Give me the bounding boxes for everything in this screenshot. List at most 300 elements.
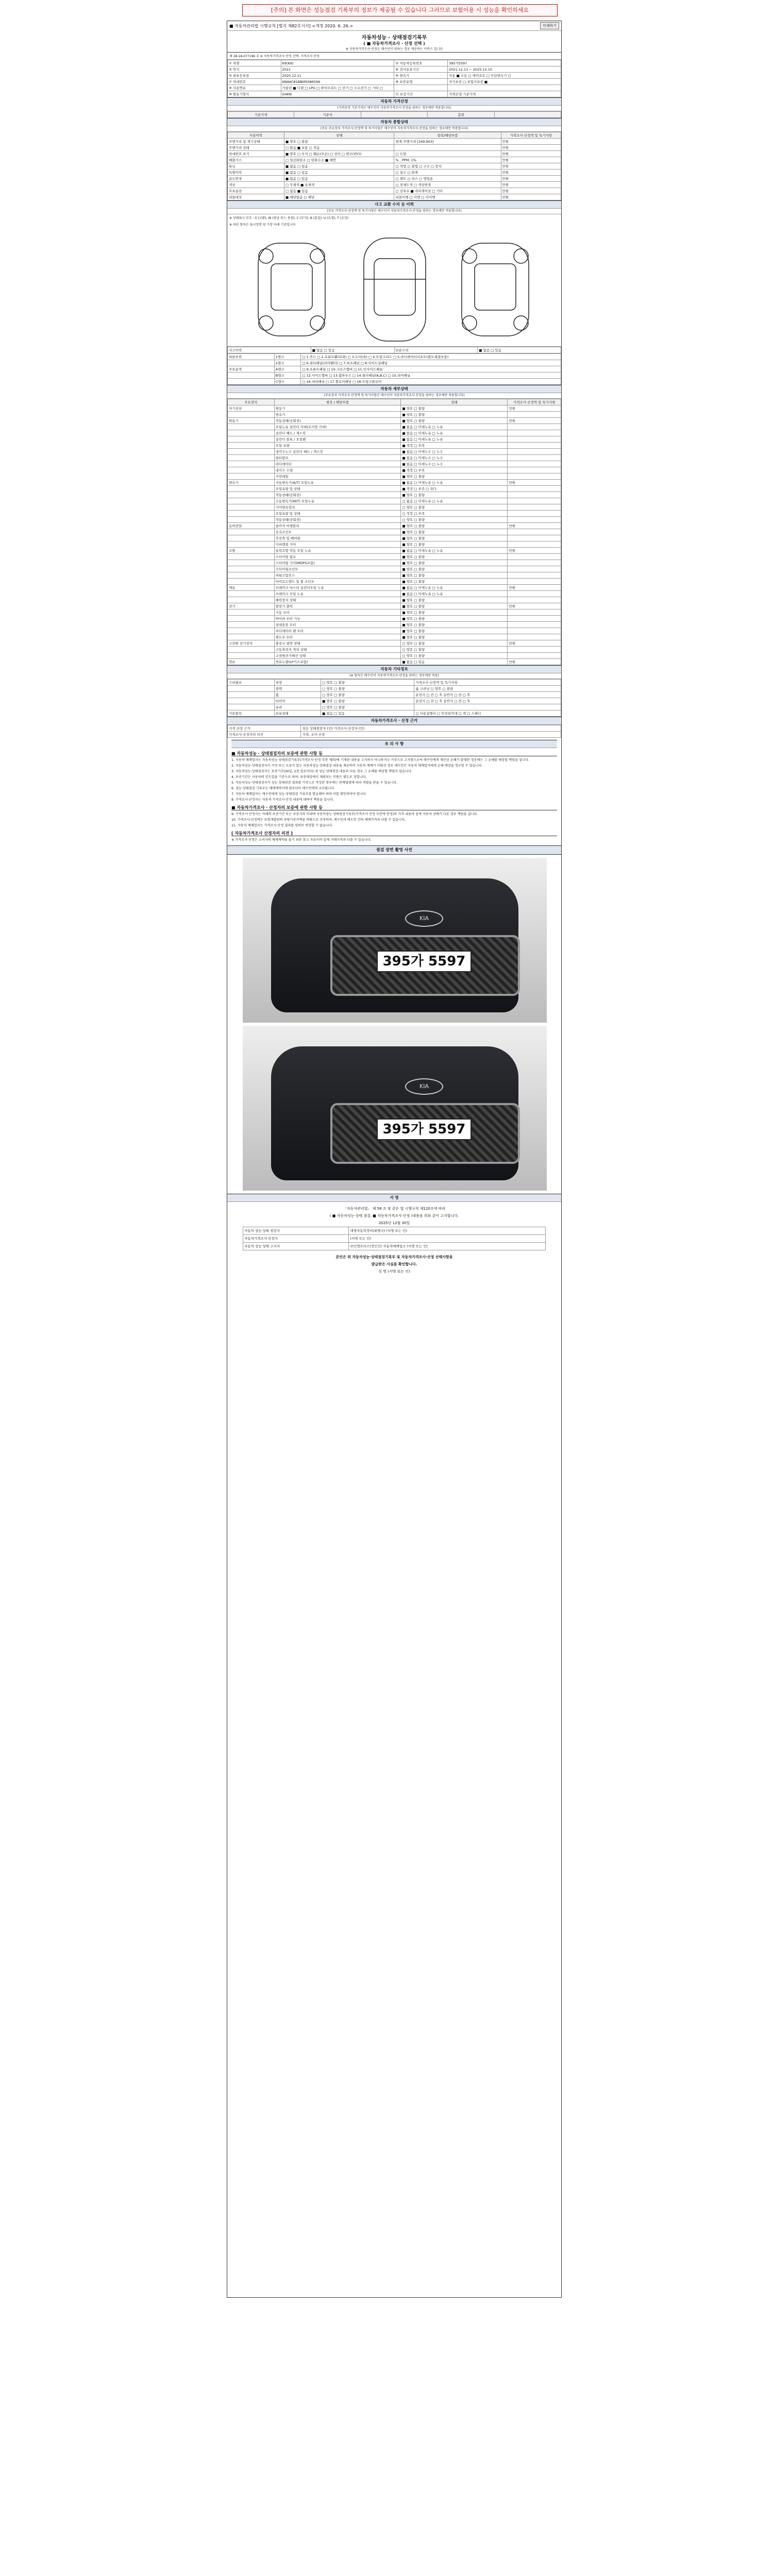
detail-row: [228, 572, 561, 579]
detail-cell: 연료누출(LP가스포함): [274, 659, 401, 665]
inspection-document: [227, 21, 562, 2298]
extra-cell: [228, 692, 275, 698]
doc-number-line: 제 28-18-077196 호 ※ 자동차가격조사·산정 선택: 가격조사·산정: [227, 53, 561, 60]
overview-cell: 특별이력: [228, 170, 284, 176]
detail-cell: [228, 461, 275, 467]
notes-paragraph: 11. 자동차 매매업자는 가격조사·산정 결과를 임의로 변경할 수 없습니다.: [231, 824, 333, 827]
detail-cell: 만원: [508, 548, 561, 554]
basic-info-cell: ⑥ 변속기: [394, 73, 448, 79]
overview-header: 상태: [284, 132, 394, 139]
basic-info-row: [228, 66, 561, 73]
notes-opinion: ※ 가격조사·산정은 소비자의 매매계약을 돕기 위한 참고 자료이며 실제 거래가격과 다를 수 있습니다.: [231, 838, 372, 842]
license-plate-2: 395가 5597: [377, 1118, 472, 1140]
detail-cell: [508, 504, 561, 511]
detail-row: [228, 634, 561, 640]
extra-cell: 외장: [274, 680, 321, 686]
detail-cell: ■ 없음 □ 미세누수 □ 누수: [401, 455, 508, 461]
detail-cell: 디퍼렌셜 기어: [274, 541, 401, 548]
detail-cell: ■ 양호 □ 불량: [401, 554, 508, 560]
detail-cell: [228, 443, 275, 449]
overview-cell: [394, 145, 501, 151]
detail-row: [228, 492, 561, 498]
detail-cell: ■ 없음 □ 미세누유 □ 누유: [401, 480, 508, 486]
detail-cell: 구동축전지 격리 상태: [274, 647, 401, 653]
extra-cell: 보유상태: [274, 710, 321, 717]
extra-cell: 운전석 □ 전 □ 후 동반석 □ 전 □ 후: [414, 698, 561, 704]
basic-info-row: [228, 60, 561, 66]
detail-cell: [228, 455, 275, 461]
sign-law-2: ( ■ 자동차성능·상태 점검, ■ 자동차가격조사·산정 )내용을 위와 같이 고지합니다.: [329, 1214, 459, 1218]
detail-cell: [228, 511, 275, 517]
basic-info-cell: ① 차명: [228, 60, 281, 66]
detail-cell: 추진축 및 베어링: [274, 535, 401, 541]
overview-row: [228, 182, 561, 188]
extra-note: (※ 항목은 매수인이 자동차가격조사·산정을 원하는 경우에만 적용): [227, 673, 561, 679]
basic-info-cell: ③ 연식: [228, 66, 281, 73]
detail-cell: ■ 양호 □ 불량: [401, 412, 508, 418]
basis-row: [228, 725, 561, 732]
inspection-photo-1: [243, 858, 547, 1023]
detail-row: [228, 548, 561, 554]
detail-cell: ■ 없음 □ 있음: [401, 659, 508, 665]
detail-cell: ■ 없음 □ 미세누유 □ 누유: [401, 436, 508, 443]
detail-cell: ■ 없음 □ 미세누유 □ 누유: [401, 430, 508, 436]
print-button[interactable]: 인쇄하기: [540, 22, 559, 29]
notes-paragraph: 1. 자동차 매매업자는 자동차성능·상태점검기록부(가격조사·산정 부분 제외)에 기재된 내용을 고지하지 아니하거나 거짓으로 고지함으로써 매수인에게 재산상 손해가 발생한 경우에는 그 손해를 배상할 책임을 집니다.: [231, 758, 529, 762]
detail-cell: 스티어링 펌프: [274, 554, 401, 560]
extra-cell: 룸 크리닝 □ 양호 □ 불량: [414, 686, 561, 692]
car-front-image-2: [271, 1046, 518, 1180]
price-section-note: (가격산정 기준가격은 매수인이 자동차가격조사·산정을 원하는 경우에만 적용합니다): [227, 106, 561, 111]
extra-cell: 가격조사·산정액 및 특기사항: [414, 680, 561, 686]
detail-row: [228, 591, 561, 597]
detail-row: [228, 455, 561, 461]
detail-cell: ■ 양호 □ 불량: [401, 523, 508, 529]
detail-row: [228, 653, 561, 659]
detail-cell: 변속기: [228, 480, 275, 486]
detail-cell: [508, 554, 561, 560]
overview-cell: □ 렌트 □ 리스 □ 영업용: [394, 176, 501, 182]
notes-paragraph: 5. 자동차성능·상태점검자가 성능·상태점검 결과를 거짓으로 작성한 경우에는 관계법령에 따라 처벌을 받을 수 있습니다.: [231, 781, 398, 785]
price-header: [361, 112, 427, 118]
detail-cell: 연료: [228, 659, 275, 665]
notes-section: [227, 738, 561, 845]
detail-row: [228, 535, 561, 541]
overview-cell: 만원: [501, 176, 561, 182]
extra-cell: 휠: [274, 692, 321, 698]
notes-heading-3: [ 자동차가격조사 산정자의 의견 ]: [231, 831, 557, 836]
detail-cell: ■ 양호 □ 불량: [401, 535, 508, 541]
detail-cell: 충전구 절연 상태: [274, 640, 401, 647]
detail-row: [228, 523, 561, 529]
accident-row: [228, 347, 561, 353]
basic-info-row: [228, 73, 561, 79]
basis-cell: 가격: 조사·산정: [301, 732, 561, 738]
detail-cell: 실내송풍 모터: [274, 622, 401, 628]
overview-header: 가격조사·산정액 및 특기사항: [501, 132, 561, 139]
detail-row: [228, 603, 561, 609]
notes-paragraph: 10. 가격조사·산정액은 보험개발원의 차량기준가액을 바탕으로 산정하며, 매수인과 매도인 간의 매매가격과 다를 수 있습니다.: [231, 818, 406, 822]
extra-row: [228, 704, 561, 710]
overview-cell: 배출가스: [228, 157, 284, 163]
detail-cell: 만원: [508, 585, 561, 591]
detail-cell: 타이로드엔드 및 볼 조인트: [274, 579, 401, 585]
detail-cell: [508, 424, 561, 430]
detail-cell: 오일 유량: [274, 443, 401, 449]
overview-cell: 리콜대상: [228, 194, 284, 200]
extra-row: [228, 698, 561, 704]
sign-date: 2025년 12월 30일: [378, 1221, 410, 1225]
detail-cell: 와이퍼 모터 기능: [274, 616, 401, 622]
parts-cell: □ 16.대쉬패널 □ 17.플로어패널 □ 18.트렁크플로어: [301, 379, 561, 385]
extra-cell: □ 양호 □ 불량: [321, 704, 414, 710]
accident-cell: 사고이력: [228, 347, 311, 353]
basic-info-cell: KNAKC81BBM5086566: [281, 79, 394, 85]
extra-cell: 유리: [274, 704, 321, 710]
basic-info-cell: ⑤ 최초등록일: [228, 73, 281, 79]
detail-cell: ■ 양호 □ 불량: [401, 609, 508, 616]
extra-cell: 운전석 □ 전 □ 후 동반석 □ 전 □ 후: [414, 692, 561, 698]
detail-row: [228, 436, 561, 443]
detail-cell: [508, 517, 561, 523]
detail-cell: 오일누유 실린더 커버(로커암 커버): [274, 424, 401, 430]
parts-cell: 외판부위: [228, 354, 275, 360]
detail-cell: 만원: [508, 418, 561, 424]
overview-note: (주요 주요장치 가격조사·산정액 및 특기사항은 매수인이 자동차가격조사·산정을 원하는 경우에만 적용합니다): [227, 126, 561, 132]
detail-row: [228, 529, 561, 535]
detail-table: [227, 399, 561, 665]
overview-row: [228, 188, 561, 194]
extra-cell: ■ 없음 □ 있음: [321, 710, 414, 717]
basic-info-cell: 가솔린 ■ 디젤 □ LPG □ 하이브리드 □ 전기 □ 수소전기 □ 기타 □: [281, 85, 394, 91]
basic-info-cell: ④ 검사유효기간: [394, 66, 448, 73]
detail-cell: [228, 653, 275, 659]
car-top-diagram: [364, 238, 426, 341]
car-diagram-svg: [227, 228, 561, 346]
checker-value: 대영자동차정비(최병국) (서명 또는 인): [349, 1227, 546, 1235]
top-notice-banner: [주의] 본 화면은 성능점검 기록부의 정보가 제공될 수 있습니다 그러므로 보험이용 시 성능을 확인하세요: [242, 4, 558, 16]
detail-cell: [228, 486, 275, 492]
overview-cell: 만원: [501, 139, 561, 145]
detail-cell: 브레이크 마스터 실린더오일 누유: [274, 585, 401, 591]
sign-footer-3: 성 명 (서명 또는 인): [378, 1269, 410, 1274]
detail-cell: ■ 양호 □ 불량: [401, 418, 508, 424]
notes-title: 유 의 사 항: [231, 740, 557, 748]
detail-row: [228, 628, 561, 634]
extra-cell: □ 양호 □ 불량: [321, 692, 414, 698]
detail-cell: [228, 436, 275, 443]
detail-row: [228, 541, 561, 548]
detail-cell: [508, 541, 561, 548]
detail-cell: [228, 541, 275, 548]
overview-cell: 차대번호 표기: [228, 151, 284, 157]
license-plate: 395가 5597: [377, 951, 472, 972]
detail-row: [228, 443, 561, 449]
detail-note: (주요장치 가격조사·산정액 및 특기사항은 매수인이 자동차가격조사·산정을 원하는 경우에만 적용합니다): [227, 393, 561, 399]
detail-row: [228, 517, 561, 523]
detail-row: [228, 467, 561, 473]
detail-cell: 원동기: [228, 418, 275, 424]
detail-title: 자동차 세부상태: [227, 385, 561, 393]
price-header: 기준가격: [228, 112, 294, 118]
detail-cell: ■ 양호 □ 불량: [401, 492, 508, 498]
doc-title: 자동차성능 · 상태점검기록부: [361, 35, 427, 41]
detail-row: [228, 486, 561, 492]
accident-cell: ■ 없음 □ 있음: [478, 347, 561, 353]
notes-paragraph: 7. 자동차 매매업자는 매수인에게 성능·상태점검 기록부를 발급해야 하며 이를 확인하여야 합니다.: [231, 792, 367, 796]
extra-title: 자동차 기타정보: [227, 665, 561, 673]
sign-table: [243, 1227, 546, 1250]
detail-cell: [228, 517, 275, 523]
extra-row: [228, 686, 561, 692]
overview-cell: 리콜이행 □ 이행 □ 미이행: [394, 194, 501, 200]
price-basis-table: [227, 725, 561, 738]
detail-cell: ■ 양호 □ 불량: [401, 634, 508, 640]
detail-cell: [228, 628, 275, 634]
accident-cell: ■ 없음 □ 있음: [311, 347, 394, 353]
pricer-value: (서명 또는 인): [349, 1235, 546, 1243]
detail-cell: □ 양호 □ 불량: [401, 647, 508, 653]
detail-cell: 스티어링 기어(MDPS포함): [274, 560, 401, 566]
detail-cell: 작동상태(공회전): [274, 418, 401, 424]
detail-cell: [508, 430, 561, 436]
detail-cell: [508, 498, 561, 504]
parts-row: [228, 372, 561, 379]
detail-cell: 고전원전기배선 상태: [274, 653, 401, 659]
parts-row: [228, 379, 561, 385]
detail-cell: ■ 없음 □ 미세누유 □ 누유: [401, 591, 508, 597]
detail-cell: [508, 449, 561, 455]
overview-cell: 만원: [501, 188, 561, 194]
detail-cell: [228, 449, 275, 455]
detail-cell: 작동상태(공회전): [274, 517, 401, 523]
overview-row: [228, 194, 561, 200]
accident-legend-2: ※ 하단 항목은 표시장면 원 가장 아래 기준입니다: [229, 223, 296, 227]
detail-row: [228, 579, 561, 585]
detail-header: 가격조사·산정액 및 특기사항: [508, 399, 561, 405]
detail-cell: 만원: [508, 405, 561, 412]
detail-cell: [508, 616, 561, 622]
extra-cell: 수리필요: [228, 680, 275, 686]
detail-cell: 만원: [508, 640, 561, 647]
detail-cell: [508, 436, 561, 443]
detail-cell: 윈도우 모터: [274, 634, 401, 640]
doc-topline: [227, 21, 561, 31]
detail-row: [228, 616, 561, 622]
basic-info-cell: 자가보증 □ 보험사보증 ■: [448, 79, 561, 85]
overview-cell: 만원: [501, 194, 561, 200]
basis-row: [228, 732, 561, 738]
parts-cell: 2랭크: [274, 360, 301, 366]
price-table: [227, 111, 561, 118]
detail-cell: 커먼레일: [274, 473, 401, 480]
detail-cell: [228, 597, 275, 603]
detail-cell: 파워고압호스: [274, 572, 401, 579]
detail-cell: [508, 511, 561, 517]
extra-table: [227, 679, 561, 717]
basis-cell: 가격조사·산정자의 의견: [228, 732, 301, 738]
overview-cell: 만원: [501, 145, 561, 151]
detail-cell: ■ 없음 □ 미세누유 □ 누유: [401, 548, 508, 554]
detail-cell: [508, 572, 561, 579]
overview-table: [227, 132, 561, 200]
extra-cell: □ 양호 □ 불량: [321, 686, 414, 692]
overview-cell: 만원: [501, 157, 561, 163]
detail-row: [228, 566, 561, 572]
price-header: [494, 112, 561, 118]
overview-cell: 주행거리 상태: [228, 145, 284, 151]
parts-cell: B랭크: [274, 372, 301, 379]
overview-header: 사용이력: [228, 132, 284, 139]
detail-cell: 냉각수 수량: [274, 467, 401, 473]
sign-title: 서 명: [227, 1194, 561, 1202]
detail-cell: [508, 622, 561, 628]
detail-cell: 냉각수누수 실린더 헤드 / 개스킷: [274, 449, 401, 455]
detail-row: [228, 585, 561, 591]
detail-cell: □ 양호 □ 불량: [401, 517, 508, 523]
detail-row: [228, 511, 561, 517]
detail-cell: 실린더 헤드 / 개스킷: [274, 430, 401, 436]
detail-cell: [228, 498, 275, 504]
notes-paragraph: 6. 성능·상태점검 기록부는 매매계약서에 첨부되어 매수인에게 교부됩니다.: [231, 787, 335, 790]
detail-row: [228, 597, 561, 603]
detail-cell: ■ 적정 □ 부족: [401, 443, 508, 449]
detail-cell: [508, 591, 561, 597]
detail-cell: [228, 579, 275, 585]
inspection-photo-2: [243, 1026, 547, 1191]
basic-info-cell: 2021: [281, 66, 394, 73]
detail-header: 상태: [401, 399, 508, 405]
detail-cell: 오일유량 및 상태: [274, 486, 401, 492]
detail-row: [228, 647, 561, 653]
overview-cell: 튜닝: [228, 163, 284, 170]
overview-cell: 만원: [501, 151, 561, 157]
basic-info-cell: ⑦ 차대번호: [228, 79, 281, 85]
parts-cell: □ 1.후드 □ 2.프론트휀더(좌) □ 3.도어(좌) □ 4.트렁크리드 □ 5.라디에이터서포트(볼트체결부품): [301, 354, 561, 360]
overview-cell: ■ 양호 □ 부식 □ 훼손(오손) □ 상이 □ 변조(변타): [284, 151, 394, 157]
detail-row: [228, 405, 561, 412]
overview-cell: □ 일산화탄소 □ 탄화수소 ■ 매연: [284, 157, 394, 163]
overview-cell: ■ 없음 □ 있음: [284, 176, 394, 182]
accident-legend: ※ 상태표시 부호 : X (교환), W (판금 또는 용접), C (부식), A (흠집), U (요철), T (손상): [229, 216, 349, 220]
basic-info-cell: ⑧ 보증유형: [394, 79, 448, 85]
detail-cell: [228, 566, 275, 572]
notes-heading-2: ■ 자동차가격조사 · 산정자의 보증에 관한 사항 등: [231, 805, 557, 810]
detail-cell: □ 양호 □ 불량: [401, 653, 508, 659]
detail-row: [228, 560, 561, 566]
extra-row: [228, 680, 561, 686]
detail-cell: [228, 529, 275, 535]
detail-cell: 라디에이터 팬 모터: [274, 628, 401, 634]
overview-row: [228, 157, 561, 163]
extra-cell: 타이어: [274, 698, 321, 704]
detail-cell: [508, 634, 561, 640]
basic-info-row: [228, 79, 561, 85]
detail-cell: 원동기: [274, 405, 401, 412]
detail-cell: [508, 609, 561, 616]
detail-cell: ■ 적정 □ 부족: [401, 467, 508, 473]
detail-cell: 자기진단: [228, 405, 275, 412]
overview-cell: □ 침수 □ 화재: [394, 170, 501, 176]
detail-cell: [508, 467, 561, 473]
detail-cell: [228, 647, 275, 653]
basis-cell: 성능 상태점검자 (인) 가격조사·산정자 (인): [301, 725, 561, 732]
overview-cell: □ 전체도색 □ 색상변경: [394, 182, 501, 188]
overview-cell: □ 많음 ■ 보통 □ 적음: [284, 145, 394, 151]
detail-cell: 만원: [508, 659, 561, 665]
detail-cell: 라디에이터: [274, 461, 401, 467]
price-basis-title: 자동차가격조사 · 산정 근거: [227, 717, 561, 725]
detail-cell: 만원: [508, 480, 561, 486]
parts-cell: □ 9.프론트패널 □ 10.크로스멤버 □ 11.인사이드패널: [301, 366, 561, 372]
detail-cell: 스티어링조인트: [274, 566, 401, 572]
detail-row: [228, 412, 561, 418]
accident-table: [227, 347, 561, 353]
detail-cell: [508, 535, 561, 541]
notes-heading-1: ■ 자동차성능 · 상태점검자의 보증에 관한 사항 등: [231, 751, 557, 756]
overview-cell: 주요옵션: [228, 188, 284, 194]
parts-cell: □ 6.쿼터패널(리어휀더) □ 7.루프패널 □ 8.사이드실패널: [301, 360, 561, 366]
detail-cell: 고전원 전기장치: [228, 640, 275, 647]
detail-row: [228, 640, 561, 647]
detail-cell: ■ 없음 □ 미세누수 □ 누수: [401, 449, 508, 455]
detail-cell: ■ 양호 □ 불량: [401, 622, 508, 628]
detail-cell: [228, 467, 275, 473]
detail-cell: ■ 적정 □ 부족 □ 과다: [401, 486, 508, 492]
detail-cell: 배력장치 상태: [274, 597, 401, 603]
parts-cell: 1랭크: [274, 354, 301, 360]
notifier-label: 자동차 성능·상태 고지자: [243, 1243, 349, 1250]
notes-paragraph: 3. 자동차성능·상태점검자는 보증기간(30일, 2천 킬로미터) 내 성능·상태점검 내용과 다른 경우 그 손해를 배상할 책임이 있습니다.: [231, 770, 412, 773]
detail-cell: □ 양호 □ 불량: [401, 504, 508, 511]
parts-cell: □ 12.사이드멤버 □ 13.휠하우스 □ 14.필러패널(A,B,C) □ 15.리어패널: [301, 372, 561, 379]
basic-info-cell: 가격산정 기준가격: [448, 91, 561, 97]
detail-cell: □ 양호 □ 불량: [401, 640, 508, 647]
detail-cell: 기어변속장치: [274, 504, 401, 511]
overview-cell: ■ 없음 □ 있음: [284, 170, 394, 176]
detail-cell: ■ 양호 □ 불량: [401, 473, 508, 480]
extra-cell: 기본품목: [228, 710, 275, 717]
detail-cell: 동력조향 작동 오일 누유: [274, 548, 401, 554]
car-diagram: [227, 228, 561, 347]
overview-header: 항목/해당부품: [394, 132, 501, 139]
basic-info-cell: [448, 85, 561, 91]
extra-cell: [228, 686, 275, 692]
extra-cell: □ 사용설명서 □ 안전삼각대 □ 잭 □ 스패너: [414, 710, 561, 717]
sign-footer-2: 발급받은 사실을 확인합니다.: [371, 1262, 417, 1266]
detail-row: [228, 622, 561, 628]
accident-title: 사고 교환 수리 등 이력: [227, 200, 561, 209]
detail-cell: [228, 572, 275, 579]
detail-cell: ■ 양호 □ 불량: [401, 579, 508, 585]
detail-cell: [508, 486, 561, 492]
extra-cell: 광택: [274, 686, 321, 692]
detail-row: [228, 461, 561, 467]
detail-cell: ■ 양호 □ 불량: [401, 628, 508, 634]
detail-cell: ■ 양호 □ 불량: [401, 560, 508, 566]
detail-cell: 시동 모터: [274, 609, 401, 616]
detail-cell: [228, 504, 275, 511]
overview-cell: ■ 양호 □ 불량: [284, 139, 394, 145]
detail-row: [228, 609, 561, 616]
overview-cell: □ 선루프 ■ 네비게이션 □ 기타: [394, 188, 501, 194]
parts-row: [228, 360, 561, 366]
detail-cell: [228, 473, 275, 480]
detail-cell: [228, 554, 275, 560]
overview-cell: % , PPM, 1%: [394, 157, 501, 163]
detail-cell: [508, 566, 561, 572]
detail-cell: [508, 529, 561, 535]
